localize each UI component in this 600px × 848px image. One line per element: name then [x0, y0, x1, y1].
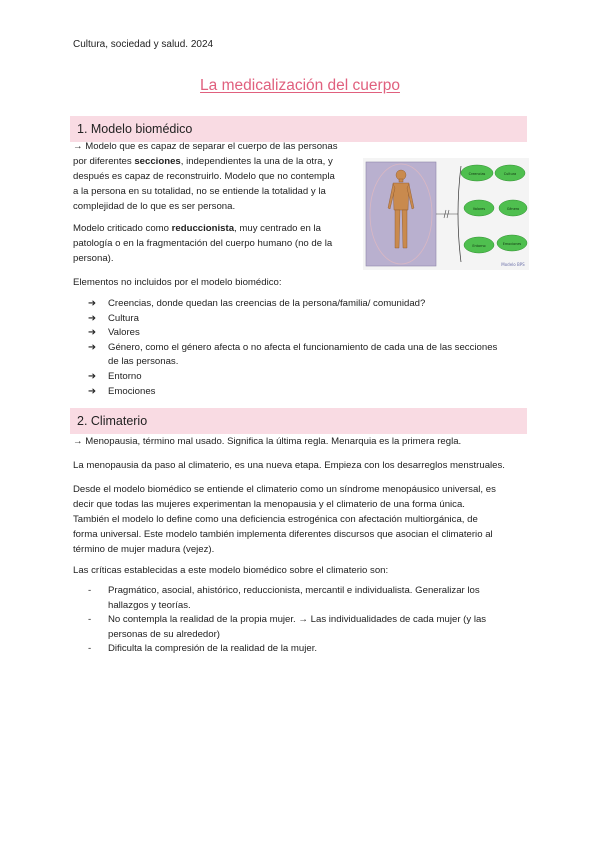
node-label: Género — [506, 207, 520, 211]
list-item-text: de las personas. — [108, 356, 179, 368]
node-genero — [499, 200, 527, 216]
critics-intro: Las críticas establecidas a este modelo biomédico sobre el climaterio son: — [73, 565, 389, 576]
arrow-icon: ➔ — [88, 385, 97, 397]
list-item — [88, 326, 497, 341]
list-item-continuation — [88, 628, 486, 643]
list-item-text: Género, como el género afecta o no afecta el funcionamiento de cada una de las secciones — [108, 341, 498, 353]
arrow-icon: ➔ — [88, 370, 97, 382]
node-emociones — [497, 235, 527, 251]
section2-paragraph-3 — [73, 482, 496, 557]
running-header: Cultura, sociedad y salud. 2024 — [73, 39, 214, 50]
elements-intro: Elementos no incluidos por el modelo biomédico: — [73, 277, 282, 288]
list-item-text: No contempla la realidad de la propia mujer. → Las individualidades de cada mujer (y las — [108, 614, 487, 626]
section2-paragraph-1: → Menopausia, término mal usado. Significa la última regla. Menarquia es la primera regla. — [73, 436, 462, 447]
node-entorno — [464, 237, 494, 253]
text-line: Desde el modelo biomédico se entiende el climaterio como un síndrome menopáusico universal, es — [73, 484, 496, 495]
arrow-icon: ➔ — [88, 327, 97, 339]
node-label: Creencias — [468, 172, 486, 176]
list-item-text: Pragmático, asocial, ahistórico, reduccionista, mercantil e individualista. Generalizar los — [108, 585, 480, 596]
list-item-continuation — [88, 599, 486, 614]
node-cultura — [495, 165, 525, 181]
section2-paragraph-2: La menopausia da paso al climaterio, es una nueva etapa. Empieza con los desarreglos menstruales. — [73, 460, 505, 471]
list-item — [88, 385, 497, 400]
node-label: Cultura — [503, 172, 517, 176]
text-line — [73, 154, 338, 169]
list-item-text: personas de su alrededor) — [108, 628, 220, 640]
node-label: Entorno — [472, 244, 486, 248]
excluded-elements-list — [88, 297, 497, 399]
critics-list — [88, 584, 486, 657]
biomedical-model-figure — [363, 158, 529, 270]
section-heading-modelo-biomedico: 1. Modelo biomédico — [70, 116, 527, 142]
text-line: complejidad de lo que es ser persona. — [73, 201, 236, 212]
list-item — [88, 613, 486, 628]
bold-term: secciones — [134, 156, 181, 167]
list-item-text: Cultura — [108, 312, 139, 324]
list-item — [88, 370, 497, 385]
text-run: , independientes la una de la otra, y — [180, 156, 333, 167]
dash-bullet: - — [88, 643, 92, 655]
dash-bullet: - — [88, 614, 92, 626]
text-line: → Modelo que es capaz de separar el cuerpo de las personas — [73, 141, 338, 152]
list-item-text: Valores — [108, 327, 140, 339]
node-label: Valores — [472, 207, 486, 211]
list-item-text: Entorno — [108, 370, 142, 382]
list-item-text: Dificulta la compresión de la realidad de la mujer. — [108, 643, 318, 655]
text-line — [73, 221, 332, 236]
text-line: patología o en la fragmentación del cuerpo humano (no de la — [73, 238, 333, 249]
list-item — [88, 312, 497, 327]
list-item — [88, 584, 486, 599]
figure-caption: Modelo BPS — [501, 262, 525, 267]
text-run: por diferentes — [73, 156, 135, 167]
list-item-text: Emociones — [108, 385, 156, 397]
section-heading-climaterio: 2. Climaterio — [70, 408, 527, 434]
text-line: término de mujer madura (vejez). — [73, 544, 215, 555]
list-item-text: hallazgos y teorías. — [108, 599, 191, 611]
list-item — [88, 297, 497, 312]
arrow-icon: ➔ — [88, 298, 97, 309]
dash-bullet: - — [88, 585, 92, 596]
text-line: También el modelo lo define como una deficiencia estrogénica con afectación multiorgánica, de — [73, 514, 478, 525]
text-line: forma universal. Este modelo también implementa diferentes discursos que asocian el climaterio al — [73, 529, 493, 540]
section1-paragraph-2 — [73, 221, 332, 266]
text-line: persona). — [73, 253, 114, 264]
text-line: después es capaz de reconstruirlo. Modelo que no contempla — [73, 171, 335, 182]
section1-paragraph-1 — [73, 139, 338, 214]
node-valores — [464, 200, 494, 216]
document-title: La medicalización del cuerpo — [200, 77, 400, 94]
list-item — [88, 642, 486, 657]
node-creencias — [461, 165, 493, 181]
list-item — [88, 341, 497, 356]
text-line: decir que todas las mujeres experimentan la menopausia y el climaterio de una forma única. — [73, 499, 465, 510]
text-line: a la persona en su totalidad, no se entiende la totalidad y la — [73, 186, 326, 197]
arrow-icon: ➔ — [88, 341, 97, 353]
arrow-icon: ➔ — [88, 312, 97, 324]
bold-term: reduccionista — [171, 223, 235, 234]
text-run: Modelo criticado como — [73, 223, 172, 234]
list-item-continuation — [88, 355, 497, 370]
node-label: Emociones — [502, 242, 522, 246]
text-run: , muy centrado en la — [234, 223, 321, 234]
list-item-text: Creencias, donde quedan las creencias de la persona/familia/ comunidad? — [108, 298, 426, 309]
